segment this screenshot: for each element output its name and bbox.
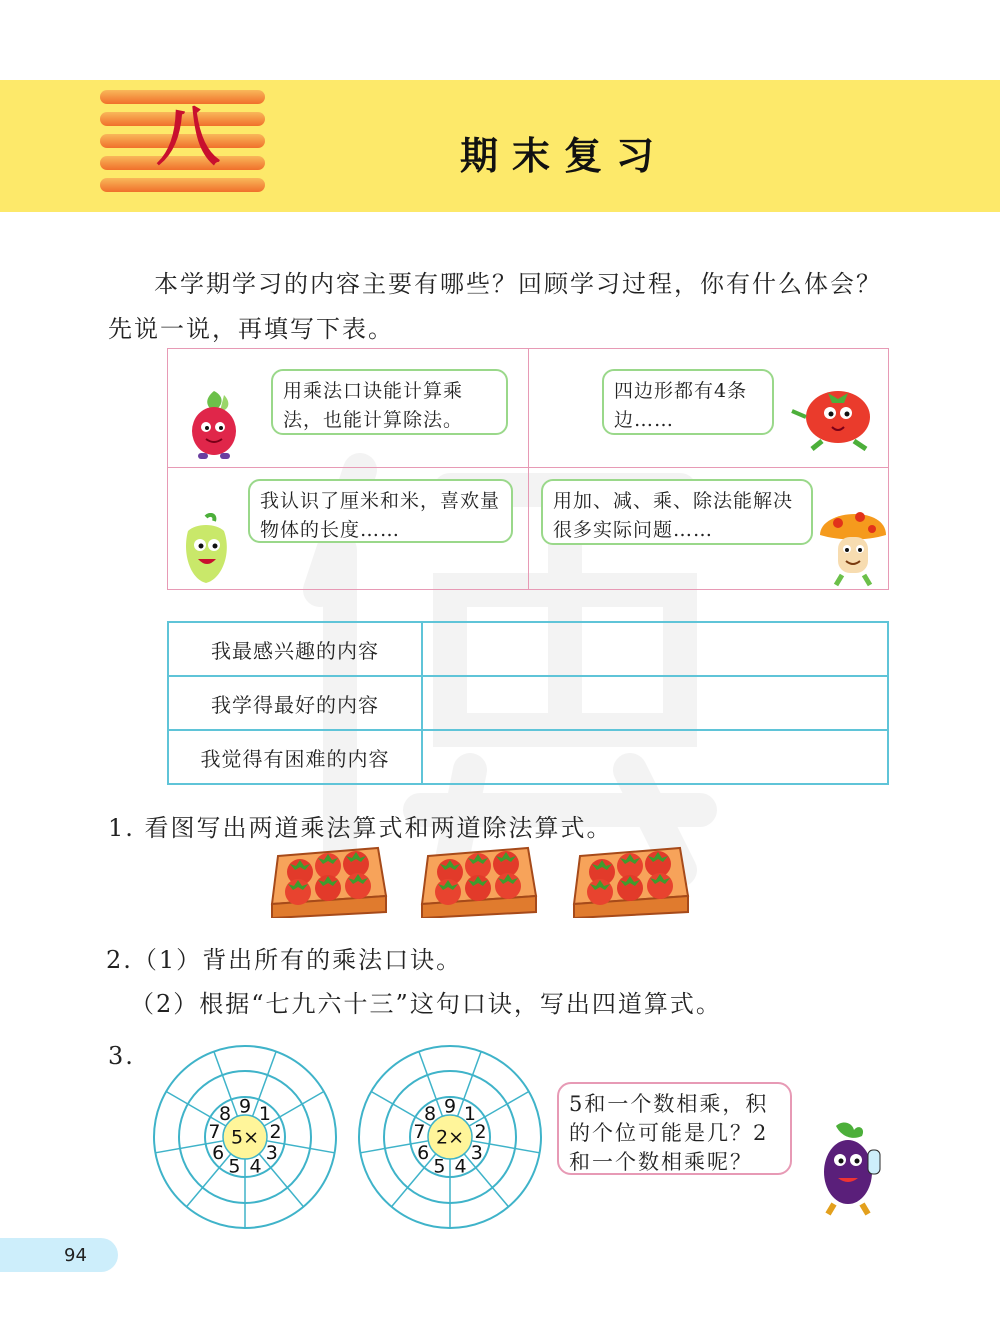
mushroom-character	[816, 499, 890, 587]
subquestion-number: （1）	[132, 946, 203, 974]
wheel-number: 6	[212, 1142, 225, 1164]
question-2	[106, 940, 462, 975]
table-row-label: 我学得最好的内容	[168, 676, 422, 730]
question-3-number: 3.	[108, 1042, 135, 1070]
wheel-number: 5	[433, 1155, 446, 1178]
table-answer-cell[interactable]	[422, 676, 888, 730]
wheel-number: 7	[208, 1121, 221, 1144]
wheel-number: 2	[474, 1121, 487, 1144]
speech-bubble: 我认识了厘米和米，喜欢量物体的长度……	[248, 479, 513, 543]
speech-bubble: 用乘法口诀能计算乘法，也能计算除法。	[271, 369, 508, 435]
wheel-number: 9	[238, 1095, 252, 1118]
table-row-label: 我觉得有困难的内容	[168, 730, 422, 784]
wheel-number: 6	[417, 1142, 430, 1164]
wheel-number: 1	[463, 1102, 476, 1125]
wheel-number: 3	[265, 1142, 278, 1164]
wheel-number: 8	[424, 1102, 437, 1125]
wheel-number: 3	[470, 1142, 483, 1164]
multiplication-wheel	[150, 1042, 340, 1232]
chapter-number: 八	[156, 101, 220, 175]
eggplant-character	[806, 1120, 890, 1218]
tomato-crates	[270, 846, 690, 918]
hint-bubble: 5和一个数相乘，积的个位可能是几？2和一个数相乘呢？	[557, 1082, 792, 1175]
speech-bubble: 用加、减、乘、除法能解决很多实际问题……	[541, 479, 813, 545]
table-row	[168, 676, 888, 730]
question-text: 背出所有的乘法口诀。	[202, 946, 463, 974]
tomato-character	[788, 385, 884, 451]
question-1	[108, 808, 613, 843]
wheel-number: 1	[258, 1102, 271, 1125]
speech-bubble: 四边形都有4条边……	[602, 369, 774, 435]
question-number: 1.	[108, 814, 135, 842]
subquestion-number: （2）	[130, 990, 200, 1018]
wheel-number: 5	[228, 1155, 241, 1178]
page-title: 期末复习	[460, 134, 669, 178]
radish-character	[184, 389, 244, 461]
wheel-number: 2	[269, 1121, 282, 1144]
wheel-number: 7	[413, 1121, 426, 1144]
page-number-tab	[0, 1238, 118, 1272]
intro-paragraph: 本学期学习的内容主要有哪些？回顾学习过程，你有什么体会？先说一说，再填写下表。	[108, 270, 882, 343]
table-row	[168, 622, 888, 676]
wheel-number: 8	[219, 1102, 232, 1125]
wheel-number: 4	[454, 1155, 467, 1178]
multiplication-wheel	[355, 1042, 545, 1232]
speech-grid	[167, 348, 889, 590]
wheel-number: 4	[249, 1155, 262, 1178]
table-answer-cell[interactable]	[422, 730, 888, 784]
reflection-table	[167, 621, 889, 785]
question-text: 看图写出两道乘法算式和两道除法算式。	[144, 814, 613, 842]
wheel-number: 9	[443, 1095, 457, 1118]
question-2-part-2	[130, 984, 722, 1019]
wheel-center-label: 5×	[230, 1126, 260, 1149]
grid-divider	[528, 349, 529, 589]
grid-divider	[168, 467, 888, 468]
question-text: 根据“七九六十三”这句口诀，写出四道算式。	[199, 990, 722, 1018]
page-number: 94	[64, 1245, 87, 1266]
question-number: 2.	[106, 946, 133, 974]
pepper-character	[176, 513, 238, 587]
table-answer-cell[interactable]	[422, 622, 888, 676]
wheel-center-label: 2×	[435, 1126, 465, 1149]
header-stripe	[100, 178, 265, 192]
table-row	[168, 730, 888, 784]
table-row-label: 我最感兴趣的内容	[168, 622, 422, 676]
